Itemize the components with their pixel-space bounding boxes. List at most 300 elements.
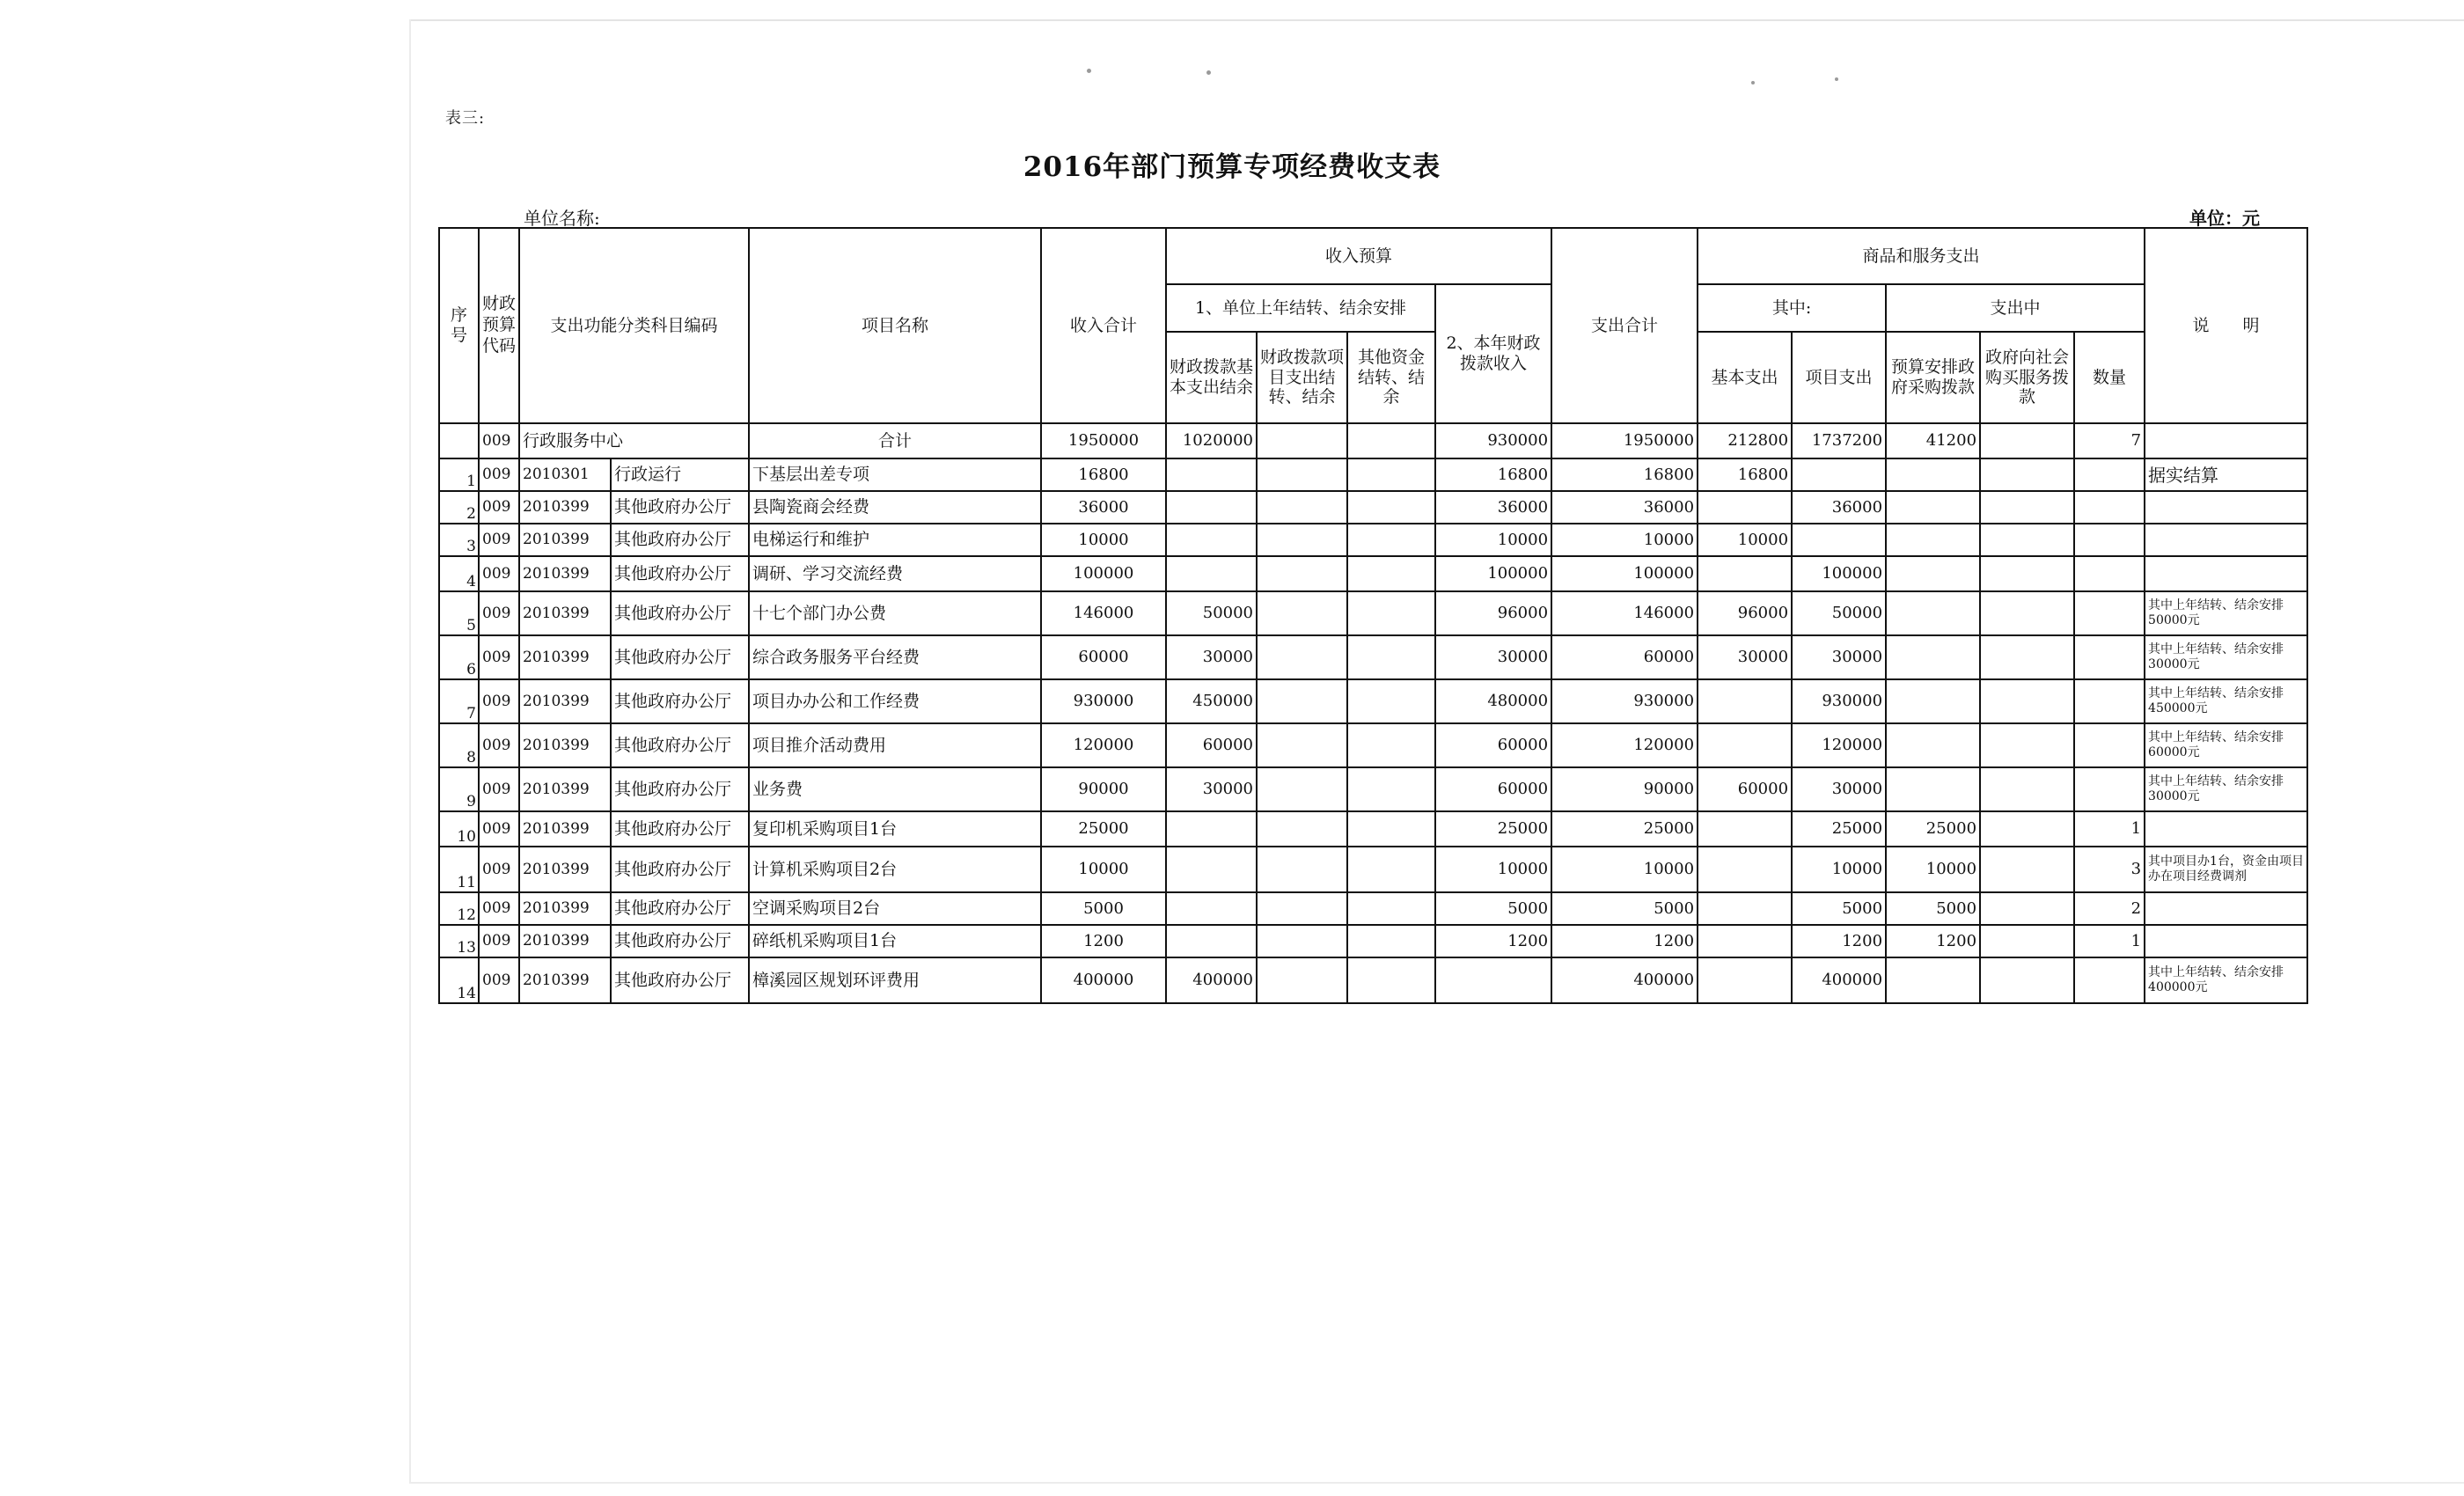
cell-seq: 12	[439, 892, 479, 925]
cell-gov-purchase-service	[1980, 458, 2074, 491]
cell-project-expense: 120000	[1792, 723, 1886, 767]
header-carry-project: 财政拨款项目支出结转、结余	[1257, 332, 1347, 423]
header-project-expense: 项目支出	[1792, 332, 1886, 423]
header-carry-basic: 财政拨款基本支出结余	[1166, 332, 1257, 423]
cell-carry-basic	[1166, 925, 1257, 957]
cell-func-code: 2010399	[519, 847, 611, 892]
cell-current-alloc: 5000	[1435, 892, 1551, 925]
scan-edge	[409, 19, 411, 1482]
table-row	[439, 635, 2307, 679]
cell-note: 其中上年结转、结余安排30000元	[2145, 635, 2307, 679]
table-row	[439, 491, 2307, 524]
table-row	[439, 892, 2307, 925]
cell-gov-procure: 41200	[1886, 423, 1980, 458]
cell-func-name: 其他政府办公厅	[611, 635, 749, 679]
cell-carry-project	[1257, 556, 1347, 591]
cell-gov-procure	[1886, 458, 1980, 491]
cell-carry-basic: 30000	[1166, 767, 1257, 811]
cell-func-name: 其他政府办公厅	[611, 957, 749, 1003]
cell-project: 综合政务服务平台经费	[749, 635, 1041, 679]
cell-func-code: 2010399	[519, 491, 611, 524]
cell-project-expense: 10000	[1792, 847, 1886, 892]
cell-carry-project	[1257, 491, 1347, 524]
cell-carry-basic: 30000	[1166, 635, 1257, 679]
cell-carry-basic	[1166, 892, 1257, 925]
cell-carry-basic: 1020000	[1166, 423, 1257, 458]
cell-func-code: 2010399	[519, 591, 611, 635]
cell-expense-total: 120000	[1551, 723, 1698, 767]
header-func-code: 支出功能分类科目编码	[519, 228, 749, 423]
cell-expense-total: 90000	[1551, 767, 1698, 811]
cell-gov-procure	[1886, 679, 1980, 723]
cell-basic-expense: 16800	[1698, 458, 1792, 491]
cell-expense-total: 10000	[1551, 847, 1698, 892]
cell-fin-code: 009	[479, 957, 519, 1003]
cell-func-name: 其他政府办公厅	[611, 679, 749, 723]
cell-quantity: 7	[2074, 423, 2145, 458]
cell-quantity	[2074, 556, 2145, 591]
cell-project: 复印机采购项目1台	[749, 811, 1041, 847]
cell-carry-other	[1347, 892, 1435, 925]
cell-carry-project	[1257, 767, 1347, 811]
cell-fin-code: 009	[479, 679, 519, 723]
cell-carry-basic	[1166, 491, 1257, 524]
cell-quantity	[2074, 957, 2145, 1003]
cell-carry-project	[1257, 811, 1347, 847]
cell-project: 下基层出差专项	[749, 458, 1041, 491]
cell-carry-project	[1257, 957, 1347, 1003]
cell-seq: 5	[439, 591, 479, 635]
header-income-total: 收入合计	[1041, 228, 1166, 423]
cell-gov-procure	[1886, 556, 1980, 591]
cell-func-name: 其他政府办公厅	[611, 811, 749, 847]
cell-carry-project	[1257, 925, 1347, 957]
cell-gov-procure	[1886, 524, 1980, 556]
cell-basic-expense: 10000	[1698, 524, 1792, 556]
cell-carry-basic	[1166, 458, 1257, 491]
header-income-budget: 收入预算	[1166, 228, 1551, 284]
unit-name-label: 单位名称:	[524, 208, 600, 229]
header-carry-other: 其他资金结转、结余	[1347, 332, 1435, 423]
cell-income-total: 100000	[1041, 556, 1166, 591]
cell-func-code: 2010399	[519, 524, 611, 556]
cell-basic-expense	[1698, 723, 1792, 767]
cell-carry-project	[1257, 524, 1347, 556]
cell-income-total: 146000	[1041, 591, 1166, 635]
cell-quantity: 2	[2074, 892, 2145, 925]
cell-carry-other	[1347, 811, 1435, 847]
cell-quantity	[2074, 635, 2145, 679]
cell-func-name: 行政运行	[611, 458, 749, 491]
cell-fin-code: 009	[479, 723, 519, 767]
header-goods-services: 商品和服务支出	[1698, 228, 2145, 284]
scan-speck	[1206, 70, 1211, 75]
scan-edge	[409, 1482, 2464, 1484]
table-row	[439, 925, 2307, 957]
cell-expense-total: 5000	[1551, 892, 1698, 925]
cell-fin-code: 009	[479, 556, 519, 591]
cell-project-expense: 50000	[1792, 591, 1886, 635]
cell-quantity	[2074, 723, 2145, 767]
cell-income-total: 10000	[1041, 847, 1166, 892]
cell-quantity	[2074, 458, 2145, 491]
cell-carry-project	[1257, 591, 1347, 635]
cell-quantity	[2074, 491, 2145, 524]
cell-carry-project	[1257, 679, 1347, 723]
cell-current-alloc	[1435, 957, 1551, 1003]
cell-basic-expense	[1698, 679, 1792, 723]
cell-expense-total: 930000	[1551, 679, 1698, 723]
cell-func-code: 2010399	[519, 635, 611, 679]
cell-project: 十七个部门办公费	[749, 591, 1041, 635]
cell-project-expense: 30000	[1792, 635, 1886, 679]
cell-note	[2145, 925, 2307, 957]
cell-basic-expense	[1698, 892, 1792, 925]
cell-carry-basic	[1166, 556, 1257, 591]
cell-project: 业务费	[749, 767, 1041, 811]
table-row	[439, 458, 2307, 491]
table-row	[439, 723, 2307, 767]
cell-carry-other	[1347, 847, 1435, 892]
cell-gov-purchase-service	[1980, 635, 2074, 679]
table-row	[439, 811, 2307, 847]
cell-project-expense: 1200	[1792, 925, 1886, 957]
cell-basic-expense	[1698, 556, 1792, 591]
header-expense-among: 支出中	[1886, 284, 2145, 332]
cell-seq: 6	[439, 635, 479, 679]
cell-fin-code: 009	[479, 524, 519, 556]
cell-gov-purchase-service	[1980, 679, 2074, 723]
cell-note	[2145, 491, 2307, 524]
cell-project: 空调采购项目2台	[749, 892, 1041, 925]
cell-seq: 10	[439, 811, 479, 847]
table-row	[439, 957, 2307, 1003]
cell-gov-purchase-service	[1980, 925, 2074, 957]
cell-basic-expense: 60000	[1698, 767, 1792, 811]
cell-func-code: 2010399	[519, 957, 611, 1003]
cell-project: 项目推介活动费用	[749, 723, 1041, 767]
cell-gov-procure	[1886, 591, 1980, 635]
cell-current-alloc: 60000	[1435, 767, 1551, 811]
page-title: 2016年部门预算专项经费收支表	[1023, 151, 1441, 183]
cell-basic-expense: 96000	[1698, 591, 1792, 635]
cell-gov-procure: 1200	[1886, 925, 1980, 957]
cell-note	[2145, 556, 2307, 591]
cell-income-total: 25000	[1041, 811, 1166, 847]
header-basic-expense: 基本支出	[1698, 332, 1792, 423]
cell-project: 项目办办公和工作经费	[749, 679, 1041, 723]
cell-basic-expense	[1698, 847, 1792, 892]
cell-project: 电梯运行和维护	[749, 524, 1041, 556]
cell-current-alloc: 36000	[1435, 491, 1551, 524]
cell-func-code: 2010399	[519, 556, 611, 591]
cell-seq: 9	[439, 767, 479, 811]
cell-carry-other	[1347, 556, 1435, 591]
cell-note: 其中上年结转、结余安排400000元	[2145, 957, 2307, 1003]
cell-basic-expense	[1698, 491, 1792, 524]
cell-carry-other	[1347, 635, 1435, 679]
cell-current-alloc: 1200	[1435, 925, 1551, 957]
cell-func-code: 2010399	[519, 925, 611, 957]
cell-seq: 8	[439, 723, 479, 767]
cell-carry-project	[1257, 892, 1347, 925]
cell-note	[2145, 524, 2307, 556]
cell-income-total: 400000	[1041, 957, 1166, 1003]
cell-carry-project	[1257, 723, 1347, 767]
header-gov-purchase-service: 政府向社会购买服务拨款	[1980, 332, 2074, 423]
cell-project: 合计	[749, 423, 1041, 458]
cell-income-total: 5000	[1041, 892, 1166, 925]
table-row-total	[439, 423, 2307, 458]
cell-fin-code: 009	[479, 811, 519, 847]
cell-gov-purchase-service	[1980, 957, 2074, 1003]
cell-current-alloc: 10000	[1435, 847, 1551, 892]
cell-note: 其中上年结转、结余安排60000元	[2145, 723, 2307, 767]
cell-current-alloc: 16800	[1435, 458, 1551, 491]
cell-seq: 11	[439, 847, 479, 892]
cell-seq: 14	[439, 957, 479, 1003]
cell-gov-procure	[1886, 957, 1980, 1003]
cell-carry-other	[1347, 957, 1435, 1003]
cell-seq: 13	[439, 925, 479, 957]
cell-quantity: 1	[2074, 811, 2145, 847]
header-carryover-group: 1、单位上年结转、结余安排	[1166, 284, 1435, 332]
cell-quantity	[2074, 679, 2145, 723]
cell-basic-expense: 30000	[1698, 635, 1792, 679]
cell-current-alloc: 930000	[1435, 423, 1551, 458]
cell-project-expense: 25000	[1792, 811, 1886, 847]
cell-fin-code: 009	[479, 892, 519, 925]
cell-quantity: 1	[2074, 925, 2145, 957]
cell-expense-total: 146000	[1551, 591, 1698, 635]
cell-func-name: 其他政府办公厅	[611, 767, 749, 811]
cell-basic-expense	[1698, 925, 1792, 957]
cell-current-alloc: 60000	[1435, 723, 1551, 767]
table-body	[439, 458, 2307, 1003]
header-project-name: 项目名称	[749, 228, 1041, 423]
cell-carry-other	[1347, 723, 1435, 767]
cell-fin-code: 009	[479, 767, 519, 811]
cell-seq	[439, 423, 479, 458]
cell-seq: 4	[439, 556, 479, 591]
cell-expense-total: 16800	[1551, 458, 1698, 491]
cell-quantity	[2074, 524, 2145, 556]
cell-carry-other	[1347, 767, 1435, 811]
cell-current-alloc: 10000	[1435, 524, 1551, 556]
header-note: 说 明	[2145, 228, 2307, 423]
cell-carry-basic: 450000	[1166, 679, 1257, 723]
table-row	[439, 767, 2307, 811]
budget-table	[438, 227, 2308, 1004]
cell-func-code: 2010399	[519, 892, 611, 925]
cell-current-alloc: 96000	[1435, 591, 1551, 635]
cell-project: 县陶瓷商会经费	[749, 491, 1041, 524]
cell-expense-total: 1200	[1551, 925, 1698, 957]
cell-project: 计算机采购项目2台	[749, 847, 1041, 892]
table-row	[439, 591, 2307, 635]
cell-seq: 1	[439, 458, 479, 491]
cell-current-alloc: 100000	[1435, 556, 1551, 591]
table-row	[439, 679, 2307, 723]
cell-func-code: 2010399	[519, 767, 611, 811]
cell-carry-other	[1347, 925, 1435, 957]
cell-project-expense: 1737200	[1792, 423, 1886, 458]
cell-income-total: 1200	[1041, 925, 1166, 957]
cell-project: 樟溪园区规划环评费用	[749, 957, 1041, 1003]
cell-income-total: 10000	[1041, 524, 1166, 556]
cell-seq: 3	[439, 524, 479, 556]
cell-quantity	[2074, 591, 2145, 635]
cell-gov-purchase-service	[1980, 892, 2074, 925]
cell-project-expense	[1792, 524, 1886, 556]
cell-gov-procure: 5000	[1886, 892, 1980, 925]
cell-project: 碎纸机采购项目1台	[749, 925, 1041, 957]
cell-carry-basic: 400000	[1166, 957, 1257, 1003]
cell-carry-basic	[1166, 847, 1257, 892]
cell-project-expense: 30000	[1792, 767, 1886, 811]
cell-func-name: 其他政府办公厅	[611, 892, 749, 925]
cell-project-expense: 930000	[1792, 679, 1886, 723]
cell-current-alloc: 30000	[1435, 635, 1551, 679]
table-row	[439, 556, 2307, 591]
cell-seq: 7	[439, 679, 479, 723]
cell-carry-other	[1347, 591, 1435, 635]
table-number-label: 表三:	[445, 109, 486, 128]
cell-gov-purchase-service	[1980, 847, 2074, 892]
cell-income-total: 1950000	[1041, 423, 1166, 458]
cell-func-name: 其他政府办公厅	[611, 591, 749, 635]
cell-func-name: 其他政府办公厅	[611, 723, 749, 767]
cell-carry-basic	[1166, 811, 1257, 847]
cell-note	[2145, 423, 2307, 458]
cell-note: 其中上年结转、结余安排450000元	[2145, 679, 2307, 723]
cell-basic-expense	[1698, 811, 1792, 847]
cell-carry-basic	[1166, 524, 1257, 556]
cell-seq: 2	[439, 491, 479, 524]
cell-project-expense: 5000	[1792, 892, 1886, 925]
cell-gov-purchase-service	[1980, 811, 2074, 847]
header-seq: 序号	[439, 228, 479, 423]
cell-income-total: 16800	[1041, 458, 1166, 491]
cell-carry-project	[1257, 423, 1347, 458]
cell-note	[2145, 892, 2307, 925]
cell-gov-procure	[1886, 767, 1980, 811]
cell-project-expense: 400000	[1792, 957, 1886, 1003]
cell-note	[2145, 811, 2307, 847]
cell-project-expense: 36000	[1792, 491, 1886, 524]
cell-gov-procure	[1886, 635, 1980, 679]
cell-basic-expense: 212800	[1698, 423, 1792, 458]
cell-func-name: 其他政府办公厅	[611, 524, 749, 556]
cell-expense-total: 100000	[1551, 556, 1698, 591]
cell-income-total: 90000	[1041, 767, 1166, 811]
cell-gov-purchase-service	[1980, 423, 2074, 458]
cell-expense-total: 1950000	[1551, 423, 1698, 458]
cell-func-name: 其他政府办公厅	[611, 925, 749, 957]
header-among: 其中:	[1698, 284, 1886, 332]
cell-gov-purchase-service	[1980, 524, 2074, 556]
table-row	[439, 524, 2307, 556]
cell-note: 其中项目办1台，资金由项目办在项目经费调剂	[2145, 847, 2307, 892]
cell-income-total: 120000	[1041, 723, 1166, 767]
cell-basic-expense	[1698, 957, 1792, 1003]
cell-fin-code: 009	[479, 635, 519, 679]
cell-gov-purchase-service	[1980, 591, 2074, 635]
header-current-alloc: 2、本年财政拨款收入	[1435, 284, 1551, 423]
cell-gov-procure	[1886, 491, 1980, 524]
cell-note: 其中上年结转、结余安排30000元	[2145, 767, 2307, 811]
cell-note: 其中上年结转、结余安排50000元	[2145, 591, 2307, 635]
cell-func-code: 2010399	[519, 811, 611, 847]
header-gov-procure: 预算安排政府采购拨款	[1886, 332, 1980, 423]
cell-fin-code: 009	[479, 925, 519, 957]
scan-speck	[1751, 81, 1755, 84]
currency-unit-label: 单位：元	[2189, 208, 2260, 229]
scan-speck	[1087, 69, 1091, 73]
cell-income-total: 36000	[1041, 491, 1166, 524]
cell-carry-other	[1347, 679, 1435, 723]
cell-func-name: 其他政府办公厅	[611, 556, 749, 591]
cell-quantity: 3	[2074, 847, 2145, 892]
cell-project-expense: 100000	[1792, 556, 1886, 591]
cell-carry-project	[1257, 847, 1347, 892]
scan-speck	[1835, 77, 1838, 81]
scan-edge	[409, 19, 2464, 21]
cell-project-expense	[1792, 458, 1886, 491]
cell-carry-other	[1347, 491, 1435, 524]
cell-carry-basic: 50000	[1166, 591, 1257, 635]
cell-expense-total: 36000	[1551, 491, 1698, 524]
cell-fin-code: 009	[479, 423, 519, 458]
cell-gov-purchase-service	[1980, 767, 2074, 811]
cell-income-total: 930000	[1041, 679, 1166, 723]
cell-income-total: 60000	[1041, 635, 1166, 679]
cell-current-alloc: 25000	[1435, 811, 1551, 847]
cell-func-code: 2010399	[519, 723, 611, 767]
cell-expense-total: 10000	[1551, 524, 1698, 556]
cell-expense-total: 25000	[1551, 811, 1698, 847]
cell-expense-total: 400000	[1551, 957, 1698, 1003]
cell-carry-other	[1347, 423, 1435, 458]
cell-fin-code: 009	[479, 491, 519, 524]
cell-quantity	[2074, 767, 2145, 811]
cell-fin-code: 009	[479, 458, 519, 491]
cell-project: 调研、学习交流经费	[749, 556, 1041, 591]
cell-gov-procure	[1886, 723, 1980, 767]
cell-carry-other	[1347, 524, 1435, 556]
cell-gov-procure: 25000	[1886, 811, 1980, 847]
cell-func-name: 其他政府办公厅	[611, 847, 749, 892]
cell-fin-code: 009	[479, 591, 519, 635]
cell-note: 据实结算	[2145, 458, 2307, 491]
cell-func-code: 2010399	[519, 679, 611, 723]
header-fin-code: 财政预算代码	[479, 228, 519, 423]
cell-dept: 行政服务中心	[519, 423, 749, 458]
table-row	[439, 847, 2307, 892]
cell-gov-procure: 10000	[1886, 847, 1980, 892]
cell-expense-total: 60000	[1551, 635, 1698, 679]
cell-func-code: 2010301	[519, 458, 611, 491]
cell-fin-code: 009	[479, 847, 519, 892]
cell-carry-project	[1257, 458, 1347, 491]
header-expense-total: 支出合计	[1551, 228, 1698, 423]
cell-func-name: 其他政府办公厅	[611, 491, 749, 524]
header-quantity: 数量	[2074, 332, 2145, 423]
cell-gov-purchase-service	[1980, 491, 2074, 524]
cell-gov-purchase-service	[1980, 556, 2074, 591]
cell-gov-purchase-service	[1980, 723, 2074, 767]
cell-carry-other	[1347, 458, 1435, 491]
